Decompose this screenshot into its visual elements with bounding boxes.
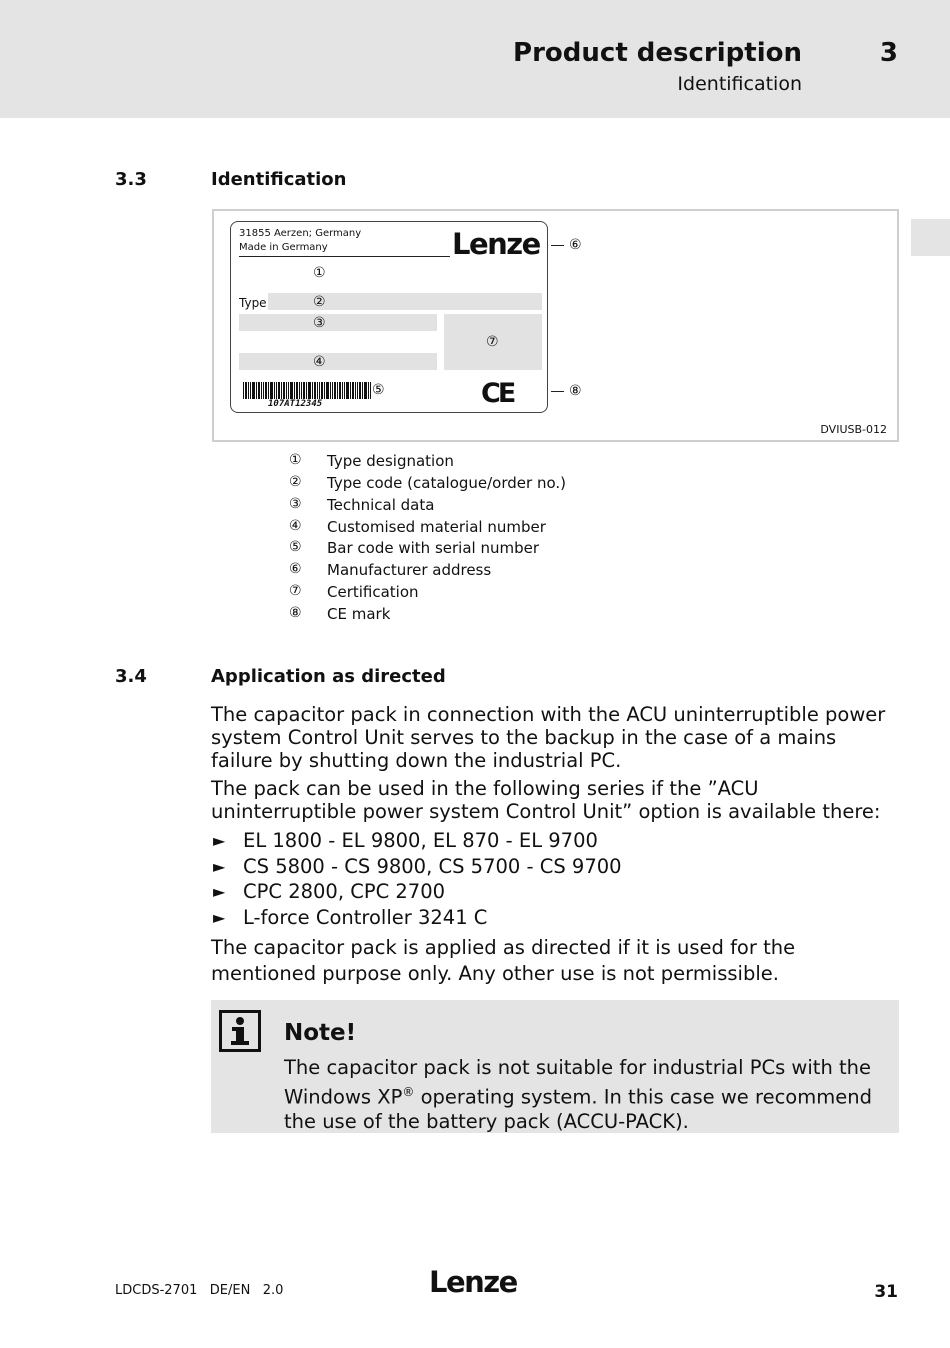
serial-number: 107AT12345 [268, 399, 323, 409]
note-text: The capacitor pack is not suitable for industrial PCs with the Windows XP® operating system. In this case we recommend the use of the battery pack (ACCU-PACK). [284, 1056, 872, 1133]
nameplate-figure [212, 209, 899, 442]
legend-text: Type designation [327, 452, 454, 470]
bullet-item: CPC 2800, CPC 2700 [243, 880, 446, 903]
header-subtitle: Identification [677, 73, 802, 95]
legend-number: ⑤ [289, 539, 302, 555]
header-band [0, 0, 950, 118]
legend-text: Technical data [327, 496, 435, 514]
legend-text: Certification [327, 583, 419, 601]
bullet-arrow-icon: ► [213, 831, 226, 850]
footer-lenze-logo: Lenze [429, 1265, 517, 1299]
footer-document-id: LDCDS-2701 DE/EN 2.0 [115, 1283, 284, 1298]
legend-number: ⑧ [289, 605, 302, 621]
legend-text: Customised material number [327, 518, 546, 536]
paragraph-series: The pack can be used in the following series if the ”ACU uninterruptible power system Control Unit” option is available there: [211, 777, 881, 823]
callout-7: ⑦ [486, 334, 499, 350]
bullet-item: EL 1800 - EL 9800, EL 870 - EL 9700 [243, 829, 598, 852]
registered-mark: ® [402, 1085, 415, 1099]
chapter-side-tab [911, 219, 950, 256]
legend-number: ③ [289, 496, 302, 512]
ce-mark: CE [481, 378, 514, 409]
section-title: Identification [211, 169, 347, 190]
legend-number: ⑦ [289, 583, 302, 599]
header-chapter-number: 3 [879, 38, 898, 68]
callout-5: ⑤ [372, 382, 385, 398]
bullet-arrow-icon: ► [213, 882, 226, 901]
manufacturer-address: 31855 Aerzen; Germany Made in Germany [239, 228, 362, 253]
info-icon [219, 1010, 261, 1052]
legend-text: Manufacturer address [327, 561, 492, 579]
address-underline [239, 256, 450, 257]
note-title: Note! [284, 1020, 357, 1046]
legend-text: CE mark [327, 605, 391, 623]
material-number-field [239, 353, 437, 370]
header-title: Product description [513, 38, 802, 68]
figure-code: DVIUSB-012 [820, 423, 887, 436]
legend-number: ⑥ [289, 561, 302, 577]
bullet-arrow-icon: ► [213, 857, 226, 876]
callout-4: ④ [313, 354, 326, 370]
page-number: 31 [874, 1282, 898, 1302]
lenze-logo: Lenze [452, 227, 540, 261]
type-code-field [268, 293, 542, 310]
section-number: 3.3 [115, 169, 147, 190]
callout-leader-6 [551, 245, 564, 246]
legend-number: ② [289, 474, 302, 490]
legend-text: Bar code with serial number [327, 539, 539, 557]
callout-8: ⑧ [569, 383, 582, 399]
callout-6: ⑥ [569, 237, 582, 253]
nameplate [230, 221, 548, 413]
barcode [243, 382, 371, 399]
callout-3: ③ [313, 315, 326, 331]
legend-number: ④ [289, 518, 302, 534]
legend-text: Type code (catalogue/order no.) [327, 474, 566, 492]
callout-leader-8 [551, 391, 564, 392]
section-title: Application as directed [211, 666, 446, 687]
type-label: Type [239, 296, 267, 310]
bullet-item: L-force Controller 3241 C [243, 906, 488, 929]
callout-2: ② [313, 294, 326, 310]
bullet-arrow-icon: ► [213, 908, 226, 927]
callout-1: ① [313, 265, 326, 281]
section-number: 3.4 [115, 666, 147, 687]
paragraph-directed-use: The capacitor pack is applied as directed if it is used for the mentioned purpose only. Any other use is not permissible. [211, 936, 796, 985]
technical-data-field [239, 314, 437, 331]
paragraph-purpose: The capacitor pack in connection with the ACU uninterruptible power system Control Unit serves to the backup in the case of a mains failure by shutting down the industrial PC. [211, 703, 886, 772]
legend-number: ① [289, 452, 302, 468]
note-box [211, 1000, 899, 1133]
bullet-item: CS 5800 - CS 9800, CS 5700 - CS 9700 [243, 855, 622, 878]
